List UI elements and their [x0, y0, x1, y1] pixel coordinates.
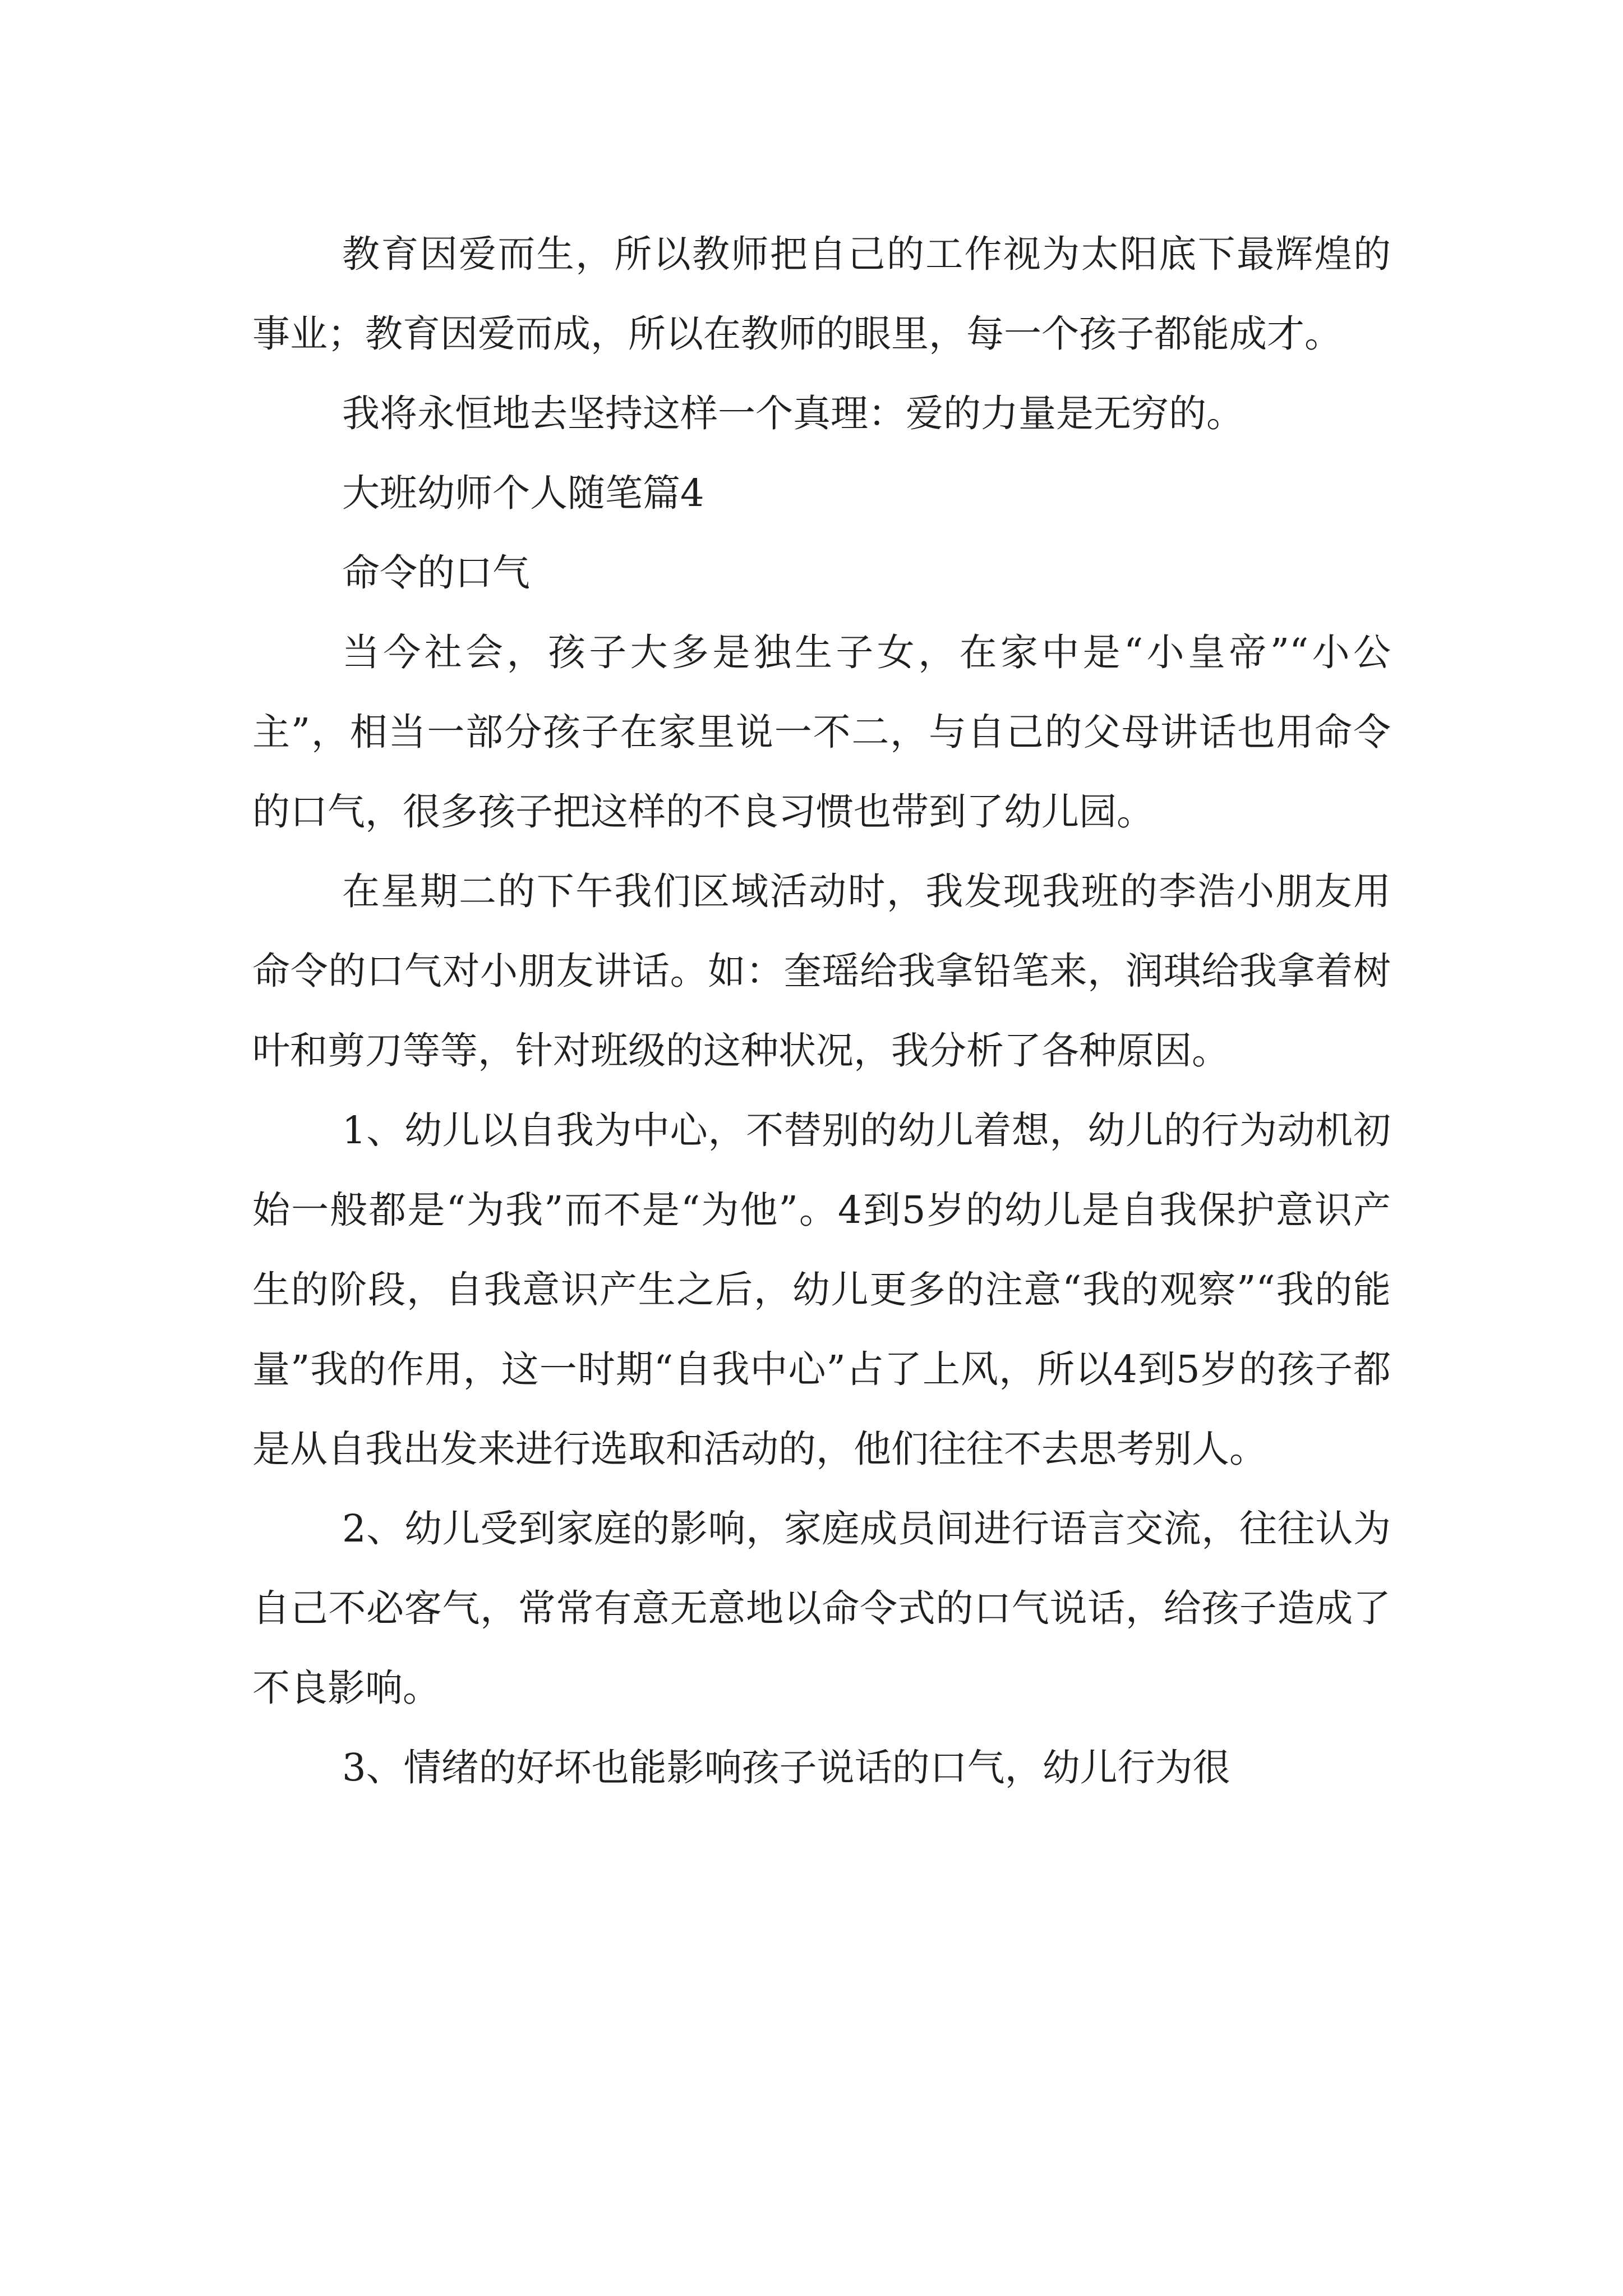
paragraph-5: 1、幼儿以自我为中心，不替别的幼儿着想，幼儿的行为动机初始一般都是“为我”而不是“为他”。4到5岁的幼儿是自我保护意识产生的阶段，自我意识产生之后，幼儿更多的注意“我的观察”“我的能量”我的作用，这一时期“自我中心”占了上风，所以4到5岁的孩子都是从自我出发来进行选取和活动的，他们往往不去思考别人。 [252, 1108, 1391, 1471]
paragraph-6: 2、幼儿受到家庭的影响，家庭成员间进行语言交流，往往认为自己不必客气，常常有意无意地以命令式的口气说话，给孩子造成了不良影响。 [252, 1507, 1391, 1710]
paragraph-4: 在星期二的下午我们区域活动时，我发现我班的李浩小朋友用命令的口气对小朋友讲话。如：奎瑶给我拿铅笔来，润琪给我拿着树叶和剪刀等等，针对班级的这种状况，我分析了各种原因。 [252, 869, 1391, 1073]
paragraph-7: 3、情绪的好坏也能影响孩子说话的口气，幼儿行为很 [342, 1746, 1230, 1789]
article-title: 命令的口气 [342, 551, 530, 595]
paragraph-1: 教育因爱而生，所以教师把自己的工作视为太阳底下最辉煌的事业；教育因爱而成，所以在教师的眼里，每一个孩子都能成才。 [252, 232, 1391, 356]
section-heading: 大班幼师个人随笔篇4 [342, 471, 704, 515]
document-body [252, 214, 1391, 1807]
paragraph-2: 我将永恒地去坚持这样一个真理：爱的力量是无穷的。 [342, 392, 1244, 435]
paragraph-3: 当今社会，孩子大多是独生子女，在家中是“小皇帝”“小公主”，相当一部分孩子在家里说一不二，与自己的父母讲话也用命令的口气，很多孩子把这样的不良习惯也带到了幼儿园。 [252, 631, 1391, 834]
